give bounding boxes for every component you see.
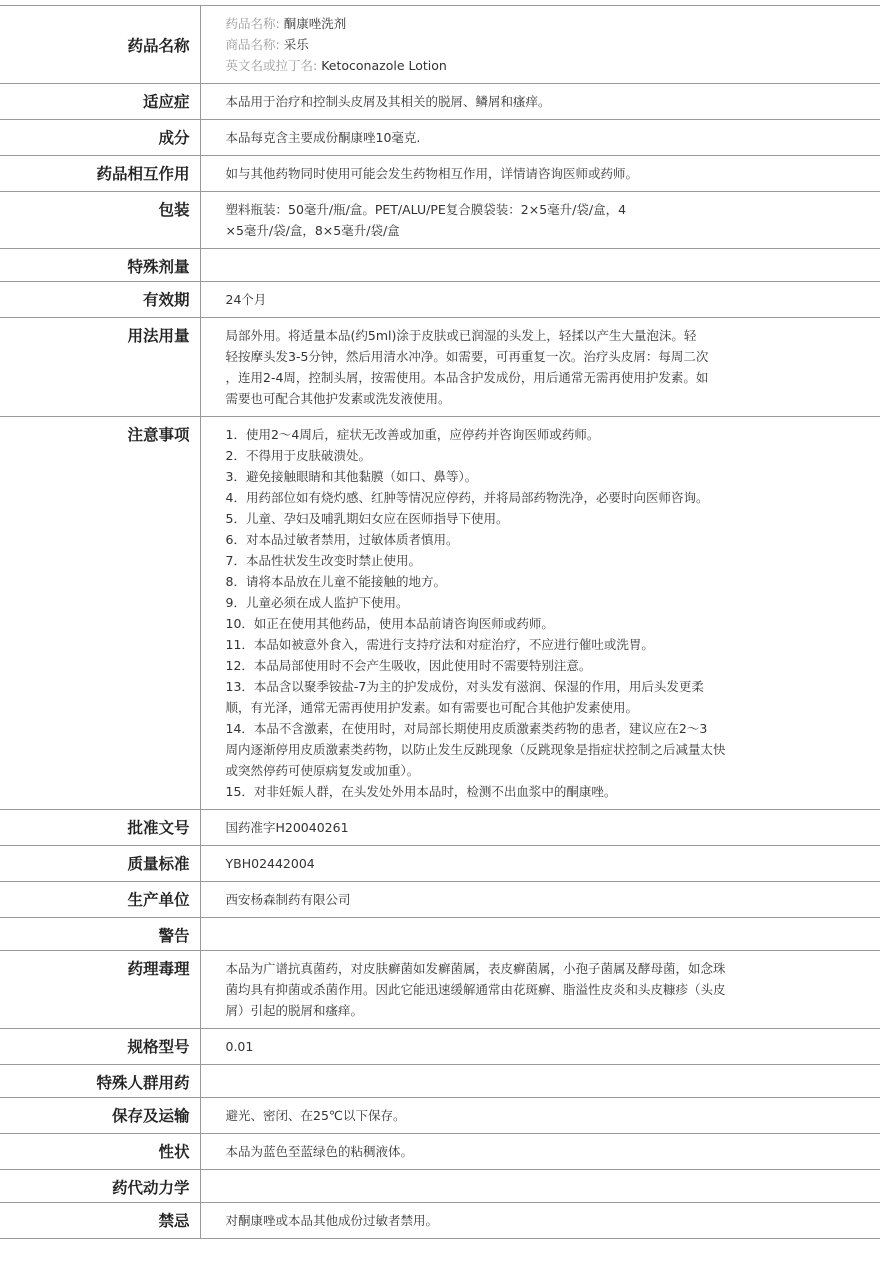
value-appearance: 本品为蓝色至蓝绿色的粘稠液体。 — [200, 1134, 880, 1170]
english-name-key: 英文名或拉丁名: — [225, 58, 318, 73]
row-storage — [0, 1098, 880, 1134]
precaution-line: 6．对本品过敏者禁用，过敏体质者慎用。 — [225, 532, 459, 547]
row-pharmacology — [0, 951, 880, 1029]
value-pharmacokinetics — [200, 1170, 880, 1203]
row-pharmacokinetics — [0, 1170, 880, 1203]
precaution-line: 8．请将本品放在儿童不能接触的地方。 — [225, 574, 446, 589]
row-special-dose — [0, 249, 880, 282]
label-spec: 规格型号 — [0, 1029, 200, 1065]
row-warning — [0, 918, 880, 951]
label-approval: 批准文号 — [0, 810, 200, 846]
value-approval: 国药准字H20040261 — [200, 810, 880, 846]
row-standard — [0, 846, 880, 882]
row-approval — [0, 810, 880, 846]
value-interaction: 如与其他药物同时使用可能会发生药物相互作用，详情请咨询医师或药师。 — [200, 156, 880, 192]
label-storage: 保存及运输 — [0, 1098, 200, 1134]
row-special-population — [0, 1065, 880, 1098]
precaution-line: 4．用药部位如有烧灼感、红肿等情况应停药，并将局部药物洗净，必要时向医师咨询。 — [225, 490, 709, 505]
value-special-dose — [200, 249, 880, 282]
precaution-line: 2．不得用于皮肤破溃处。 — [225, 448, 371, 463]
precaution-line: 15．对非妊娠人群，在头发处外用本品时，检测不出血浆中的酮康唑。 — [225, 784, 617, 799]
value-pharmacology — [200, 951, 880, 1029]
usage-line: ，连用2-4周，控制头屑，按需使用。本品含护发成份，用后通常无需再使用护发素。如 — [225, 370, 709, 385]
value-spec: 0.01 — [200, 1029, 880, 1065]
row-package — [0, 192, 880, 249]
value-usage — [200, 318, 880, 417]
precaution-line: 14．本品不含激素，在使用时，对局部长期使用皮质激素类药物的患者，建议应在2～3 — [225, 721, 708, 736]
label-contraindication: 禁忌 — [0, 1203, 200, 1239]
row-validity — [0, 282, 880, 318]
label-composition: 成分 — [0, 120, 200, 156]
label-indication: 适应症 — [0, 84, 200, 120]
row-contraindication — [0, 1203, 880, 1239]
label-validity: 有效期 — [0, 282, 200, 318]
pharmacology-line: 屑）引起的脱屑和瘙痒。 — [225, 1003, 364, 1018]
row-drug-name — [0, 6, 880, 84]
value-warning — [200, 918, 880, 951]
row-composition — [0, 120, 880, 156]
brand-name-key: 商品名称: — [225, 37, 280, 52]
precaution-line: 或突然停药可使原病复发或加重）。 — [225, 763, 420, 778]
value-composition: 本品每克含主要成份酮康唑10毫克. — [200, 120, 880, 156]
label-pharmacokinetics: 药代动力学 — [0, 1170, 200, 1203]
precaution-line: 周内逐渐停用皮质激素类药物，以防止发生反跳现象（反跳现象是指症状控制之后减量太快 — [225, 742, 726, 757]
label-manufacturer: 生产单位 — [0, 882, 200, 918]
pharmacology-line: 本品为广谱抗真菌药，对皮肤癣菌如发癣菌属，表皮癣菌属，小孢子菌属及酵母菌，如念珠 — [225, 961, 726, 976]
package-line: 塑料瓶装：50毫升/瓶/盒。PET/ALU/PE复合膜袋装：2×5毫升/袋/盒，4 — [225, 202, 627, 217]
precaution-line: 13．本品含以聚季铵盐-7为主的护发成份，对头发有滋润、保湿的作用，用后头发更柔 — [225, 679, 704, 694]
label-pharmacology: 药理毒理 — [0, 951, 200, 1029]
brand-name-value: 采乐 — [283, 37, 309, 52]
generic-name-key: 药品名称: — [225, 16, 280, 31]
value-precautions — [200, 417, 880, 810]
precaution-line: 1．使用2～4周后，症状无改善或加重，应停药并咨询医师或药师。 — [225, 427, 600, 442]
label-standard: 质量标准 — [0, 846, 200, 882]
label-precautions: 注意事项 — [0, 417, 200, 810]
precaution-line: 5．儿童、孕妇及哺乳期妇女应在医师指导下使用。 — [225, 511, 509, 526]
value-package — [200, 192, 880, 249]
row-precautions — [0, 417, 880, 810]
precaution-line: 9．儿童必须在成人监护下使用。 — [225, 595, 409, 610]
precaution-line: 11．本品如被意外食入，需进行支持疗法和对症治疗，不应进行催吐或洗胃。 — [225, 637, 654, 652]
value-storage: 避光、密闭、在25℃以下保存。 — [200, 1098, 880, 1134]
row-usage — [0, 318, 880, 417]
generic-name-value: 酮康唑洗剂 — [283, 16, 347, 31]
label-appearance: 性状 — [0, 1134, 200, 1170]
precaution-line: 7．本品性状发生改变时禁止使用。 — [225, 553, 421, 568]
precaution-line: 顺，有光泽，通常无需再使用护发素。如有需要也可配合其他护发素使用。 — [225, 700, 639, 715]
english-name-value: Ketoconazole Lotion — [321, 58, 447, 73]
row-appearance — [0, 1134, 880, 1170]
precaution-line: 12．本品局部使用时不会产生吸收，因此使用时不需要特别注意。 — [225, 658, 592, 673]
value-contraindication: 对酮康唑或本品其他成份过敏者禁用。 — [200, 1203, 880, 1239]
label-special-population: 特殊人群用药 — [0, 1065, 200, 1098]
drug-info-table — [0, 5, 880, 1239]
pharmacology-line: 菌均具有抑菌或杀菌作用。因此它能迅速缓解通常由花斑癣、脂溢性皮炎和头皮糠疹（头皮 — [225, 982, 726, 997]
usage-line: 轻按摩头发3-5分钟，然后用清水冲净。如需要，可再重复一次。治疗头皮屑：每周二次 — [225, 349, 709, 364]
usage-line: 需要也可配合其他护发素或洗发液使用。 — [225, 391, 451, 406]
label-interaction: 药品相互作用 — [0, 156, 200, 192]
value-validity: 24个月 — [200, 282, 880, 318]
row-interaction — [0, 156, 880, 192]
usage-line: 局部外用。将适量本品(约5ml)涂于皮肤或已润湿的头发上，轻揉以产生大量泡沫。轻 — [225, 328, 697, 343]
drug-names-cell — [200, 6, 880, 84]
label-warning: 警告 — [0, 918, 200, 951]
label-usage: 用法用量 — [0, 318, 200, 417]
label-package: 包装 — [0, 192, 200, 249]
label-special-dose: 特殊剂量 — [0, 249, 200, 282]
value-manufacturer: 西安杨森制药有限公司 — [200, 882, 880, 918]
precaution-line: 3．避免接触眼睛和其他黏膜（如口、鼻等）。 — [225, 469, 478, 484]
label-drug-name: 药品名称 — [0, 6, 200, 84]
value-special-population — [200, 1065, 880, 1098]
precaution-line: 10．如正在使用其他药品，使用本品前请咨询医师或药师。 — [225, 616, 554, 631]
value-standard: YBH02442004 — [200, 846, 880, 882]
row-manufacturer — [0, 882, 880, 918]
row-spec — [0, 1029, 880, 1065]
value-indication: 本品用于治疗和控制头皮屑及其相关的脱屑、鳞屑和瘙痒。 — [200, 84, 880, 120]
package-line: ×5毫升/袋/盒，8×5毫升/袋/盒 — [225, 223, 400, 238]
row-indication — [0, 84, 880, 120]
